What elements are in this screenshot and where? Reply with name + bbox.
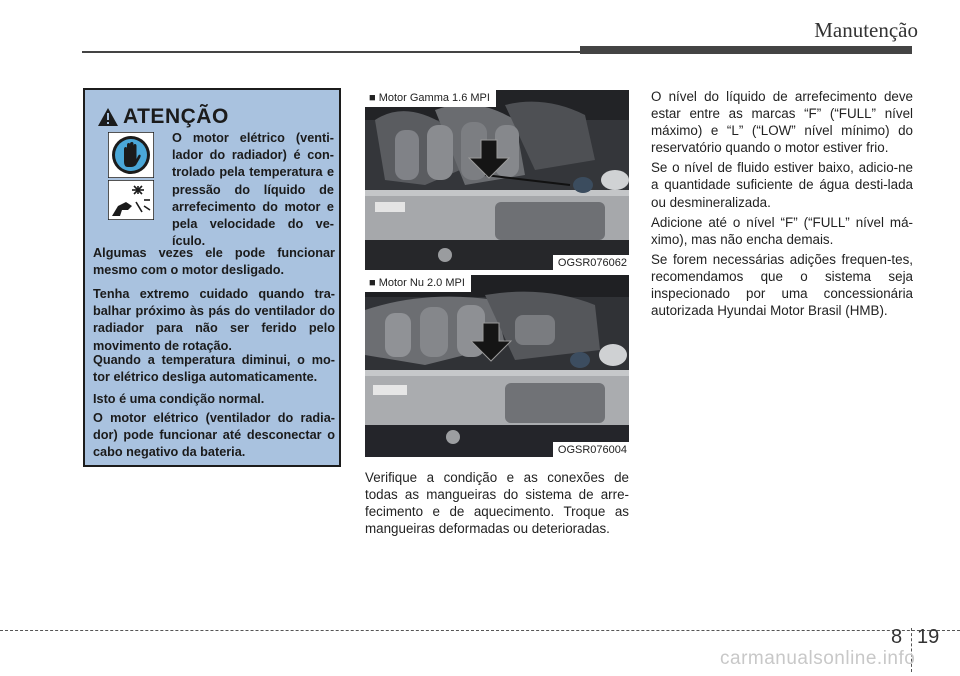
fan-hazard-icon: [108, 180, 154, 220]
photo-label-nu: ■ Motor Nu 2.0 MPI: [365, 275, 471, 292]
coolant-paragraph-4: Se forem necessárias adições frequen-tes, recomendamos que o sistema seja inspecionado por uma concessionária autorizada Hyundai Motor Brasil (HMB).: [651, 251, 913, 319]
coolant-paragraph-2: Se o nível de fluido estiver baixo, adicio-ne a quantidade suficiente de água desti-lada ou desmineralizada.: [651, 160, 913, 210]
engine-photo-nu: [365, 275, 629, 457]
header-bar: [580, 46, 912, 54]
footer-divider: [0, 630, 960, 631]
warning-title: ATENÇÃO: [123, 105, 229, 128]
warning-paragraph-6: O motor elétrico (ventilador do radia-dor) pode funcionar até desconectar o cabo negativo da bateria.: [93, 411, 335, 460]
warning-paragraph-2: Algumas vezes ele pode funcionar mesmo com o motor desligado.: [93, 246, 335, 278]
photo-label-gamma: ■ Motor Gamma 1.6 MPI: [365, 90, 496, 107]
watermark: carmanualsonline.info: [720, 648, 916, 669]
warning-paragraph-4: Quando a temperatura diminui, o mo-tor elétrico desliga automaticamente.: [93, 353, 335, 385]
coolant-paragraph-3: Adicione até o nível “F” (“FULL” nível má-ximo), mas não encha demais.: [651, 214, 913, 247]
coolant-level-text: [651, 88, 913, 322]
warning-paragraph-5: Isto é uma condição normal.: [93, 392, 265, 406]
page-number: 19: [917, 626, 940, 648]
warning-box: [83, 88, 341, 467]
engine-illustration: [365, 275, 629, 457]
warning-triangle-icon: [97, 107, 119, 127]
hoses-text: Verifique a condição e as conexões de todas as mangueiras do sistema de arre-fecimento e de aquecimento. Troque as mangueiras deformadas ou deterioradas.: [365, 470, 629, 537]
warning-heading: [97, 104, 229, 130]
chapter-number: 8: [891, 626, 903, 648]
warning-icons: [108, 132, 154, 220]
photo-code-nu: OGSR076004: [553, 442, 629, 457]
warning-paragraph-1: O motor elétrico (venti-lador do radiador) é con-trolado pela temperatura e pressão do líquido de arrefecimento do motor e pela velocidade do ve-ículo.: [172, 131, 334, 249]
warning-paragraph-3: Tenha extremo cuidado quando tra-balhar próximo às pás do ventilador do radiador para não ser ferido pelo movimento de rotação.: [93, 287, 335, 353]
coolant-paragraph-1: O nível do líquido de arrefecimento deve estar entre as marcas “F” (“FULL” nível máximo) e “L” (“LOW” nível mínimo) do reservatório quando o motor estiver frio.: [651, 89, 913, 156]
engine-illustration: [365, 90, 629, 270]
stop-hand-icon: [108, 132, 154, 178]
engine-photo-gamma: [365, 90, 629, 270]
photo-code-gamma: OGSR076062: [553, 255, 629, 270]
hoses-paragraph: [365, 469, 629, 540]
page-header-title: Manutenção: [814, 18, 918, 42]
